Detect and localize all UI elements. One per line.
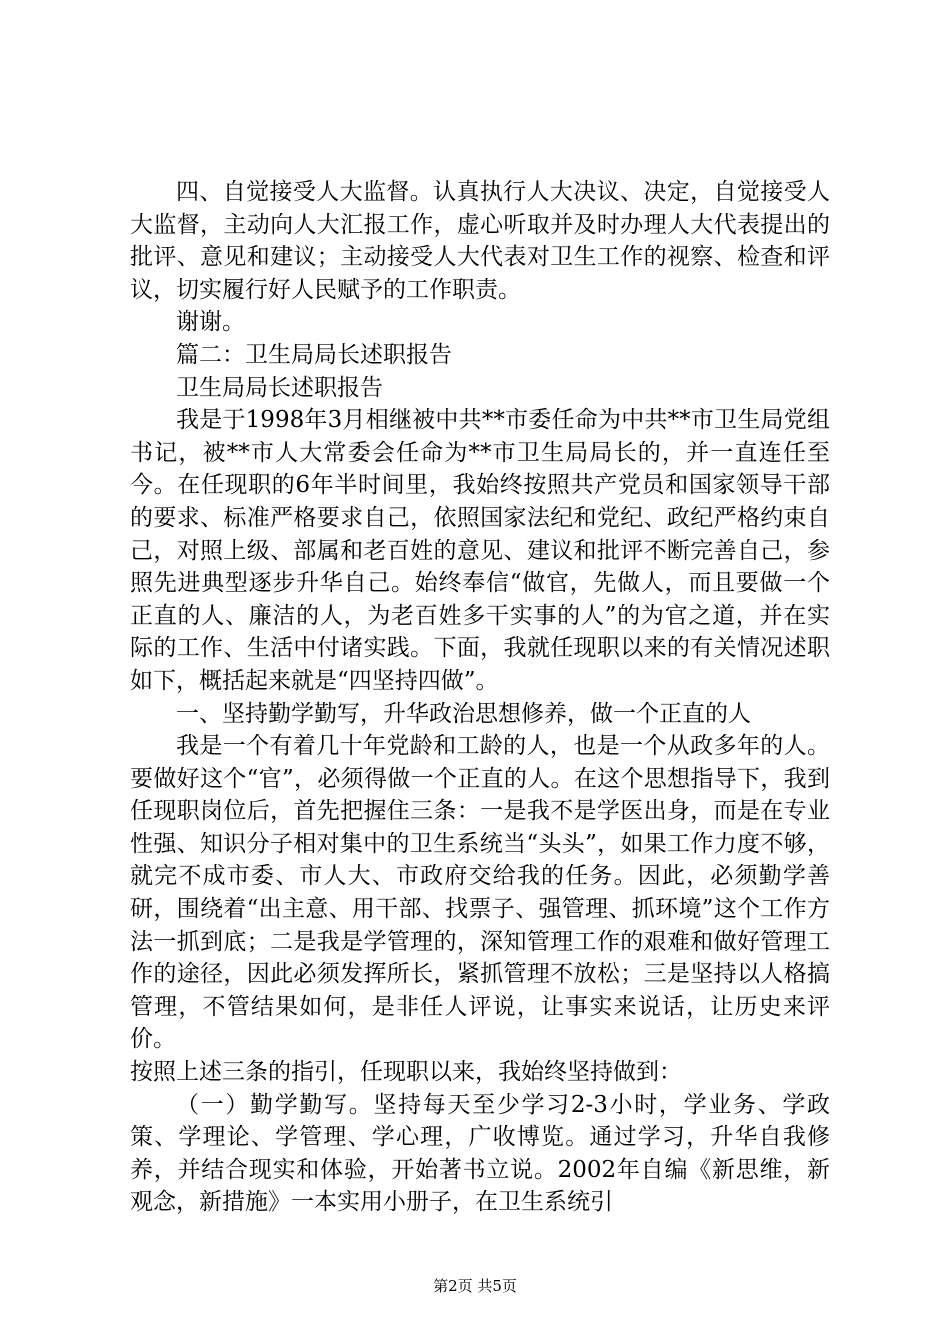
section-heading-part-two: 篇二：卫生局局长述职报告 (176, 341, 452, 368)
document-body (130, 176, 830, 1219)
paragraph-three-principles: 我是一个有着几十年党龄和工龄的人，也是一个从政多年的人。要做好这个“官”，必须得做一个正直的人。在这个思想指导下，我到任现职岗位后，首先把握住三条：一是我不是学医出身，而是在专业性强、知识分子相对集中的卫生系统当“头头”，如果工作力度不够，就完不成市委、市人大、市政府交给我的任务。因此，必须勤学善研，围绕着“出主意、用干部、找票子、强管理、抓环境”这个工作方法一抓到底；二是我是学管理的，深知管理工作的艰难和做好管理工作的途径，因此必须发挥所长，紧抓管理不放松；三是坚持以人格搞管理，不管结果如何，是非任人评说，让事实来说话，让历史来评价。 (130, 733, 830, 1053)
section-heading-one: 一、坚持勤学勤写，升华政治思想修养，做一个正直的人 (176, 700, 751, 727)
paragraph-study-and-write: （一）勤学勤写。坚持每天至少学习2-3小时，学业务、学政策、学理论、学管理、学心理，广收博览。通过学习，升华自我修养，并结合现实和体验，开始著书立说。2002年自编《新思维，新观念，新措施》一本实用小册子，在卫生系统引 (130, 1091, 830, 1216)
paragraph-thanks: 谢谢。 (176, 309, 245, 336)
paragraph-guidance: 按照上述三条的指引，任现职以来，我始终坚持做到： (130, 1059, 682, 1086)
paragraph-introduction: 我是于1998年3月相继被中共**市委任命为中共**市卫生局党组书记，被**市人大常委会任命为**市卫生局局长的，并一直连任至今。在任现职的6年半时间里，我始终按照共产党员和国家领导干部的要求、标准严格要求自己，依照国家法纪和党纪、政纪严格约束自己，对照上级、部属和老百姓的意见、建议和批评不断完善自己，参照先进典型逐步升华自己。始终奉信“做官，先做人，而且要做一个正直的人、廉洁的人，为老百姓多干实事的人”的为官之道，并在实际的工作、生活中付诸实践。下面，我就任现职以来的有关情况述职如下，概括起来就是“四坚持四做”。 (130, 407, 830, 694)
paragraph-supervision: 四、自觉接受人大监督。认真执行人大决议、决定，自觉接受人大监督，主动向人大汇报工作，虚心听取并及时办理人大代表提出的批评、意见和建议；主动接受人大代表对卫生工作的视察、检查和评议，切实履行好人民赋予的工作职责。 (130, 179, 830, 303)
page-footer: 第2页 共5页 (433, 1277, 517, 1295)
report-title: 卫生局局长述职报告 (176, 374, 383, 401)
